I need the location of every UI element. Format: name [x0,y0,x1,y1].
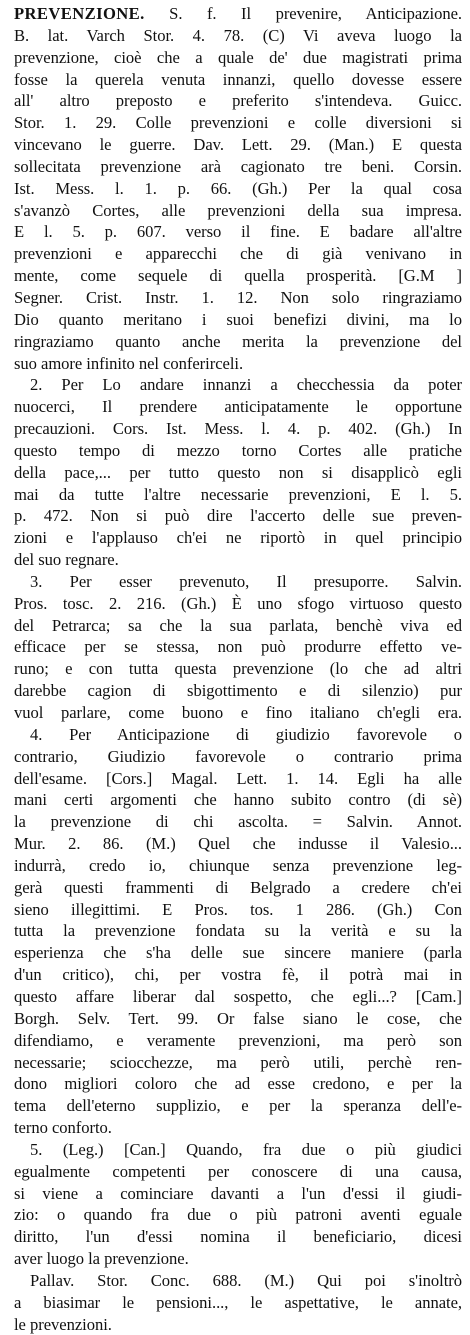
line-text: terno conforto. [14,1118,112,1138]
text-line [14,942,462,964]
text-line [14,768,462,790]
line-text: mente, come sequele di quella prosperità. [G.M ] [14,266,462,286]
text-line [14,156,462,178]
line-text: Dio quanto meritano i suoi benefizi divini, ma lo [14,309,462,329]
text-line [14,680,462,702]
text-line [14,920,462,942]
text-line [14,1052,462,1074]
text-line [14,1248,462,1270]
line-text: d'un critico), chi, per vostra fè, il potrà mai in [14,965,462,985]
text-line [14,986,462,1008]
text-line [14,571,462,593]
text-line [14,418,462,440]
text-line [14,1183,462,1205]
line-text: prevenzione, cioè che a quale de' due magistrati prima [14,47,462,67]
text-line [14,877,462,899]
text-line [14,353,462,375]
line-text: vincevano le guerre. Dav. Lett. 29. (Man.) E questa [14,135,462,155]
line-text: all' altro preposto e preferito s'intendeva. Guicc. [14,91,462,111]
line-text: diritto, l'un d'essi nomina il beneficiario, dicesi [14,1227,462,1247]
text-line [14,899,462,921]
text-line [14,331,462,353]
text-line [14,396,462,418]
text-line [14,593,462,615]
line-text: a biasimar le pensioni..., le aspettative, le annate, [14,1292,462,1312]
dictionary-entry [14,3,462,1335]
line-text: B. lat. Varch Stor. 4. 78. (C) Vi aveva luogo la [14,25,462,45]
text-line [14,1073,462,1095]
line-text: Mur. 2. 86. (M.) Quel che indusse il Valesio... [14,834,462,854]
line-text: Pallav. Stor. Conc. 688. (M.) Qui poi s'inoltrò [30,1270,462,1290]
text-line [14,724,462,746]
text-line [14,221,462,243]
text-line [14,462,462,484]
text-line [14,1292,462,1314]
headword: PREVENZIONE. [14,4,145,23]
text-line [14,615,462,637]
text-line [14,702,462,724]
text-line [14,833,462,855]
text-line [14,134,462,156]
line-text: suo amore infinito nel conferirceli. [14,353,244,373]
text-line [14,1008,462,1030]
line-text: precauzioni. Cors. Ist. Mess. l. 4. p. 402. (Gh.) In [14,419,462,439]
line-text: Borgh. Selv. Tert. 99. Or false siano le cose, che [14,1008,462,1028]
line-text: zio: o quando fra due o più patroni aventi eguale [14,1205,462,1225]
text-line [14,243,462,265]
line-text: 2. Per Lo andare innanzi a checchessia da poter [30,375,462,395]
line-text: nuocerci, Il prendere anticipatamente le opportune [14,397,462,417]
text-line [14,1314,462,1335]
text-line [14,47,462,69]
line-text: della pace,... per tutto questo non si disapplicò egli [14,462,462,482]
line-text: necessarie; sciocchezze, ma però utili, perchè ren- [14,1052,462,1072]
text-line [14,112,462,134]
text-line [14,1161,462,1183]
text-line [14,265,462,287]
line-text: sollecitata prevenzione arà cagionato tre beni. Corsin. [14,156,462,176]
text-line [14,811,462,833]
line-text: mai da tutte l'altre necessarie prevenzioni, E l. 5. [14,484,462,504]
line-text: 5. (Leg.) [Can.] Quando, fra due o più giudici [30,1139,462,1159]
line-text: 3. Per esser prevenuto, Il presuporre. Salvin. [30,571,462,591]
text-line [14,1030,462,1052]
text-line [14,658,462,680]
text-line [14,1226,462,1248]
line-text: indurrà, credo io, chiunque senza prevenzione leg- [14,855,462,875]
text-line [14,90,462,112]
line-text: E l. 5. p. 607. verso il fine. E badare all'altre [14,222,462,242]
text-line [14,549,462,571]
text-line [14,484,462,506]
line-text: questo affare liberar dal sospetto, che egli...? [Cam.] [14,986,462,1006]
line-text: le prevenzioni. [14,1314,112,1334]
line-text: vuol parlare, come buono e fino italiano ch'egli era. [14,703,462,722]
line-text: tutta la prevenzione fondata su la verità e su la [14,921,462,941]
line-text: p. 472. Non si può dire l'accerto delle sue preven- [14,506,462,526]
line-text: darebbe cagion di sbigottimento e di silenzio) pur [14,681,462,701]
line-text: Stor. 1. 29. Colle prevenzioni e colle diversioni si [14,113,462,133]
line-text: zioni e l'applauso ch'ei ne riportò in quel principio [14,528,462,548]
text-line [14,1270,462,1292]
text-line [14,527,462,549]
line-text: prevenzioni e apparecchi che di già venivano in [14,244,462,264]
text-line [14,178,462,200]
text-line [14,69,462,91]
line-text: difendiamo, e veramente prevenzioni, ma però son [14,1030,462,1050]
line-text: ringraziamo quanto anche merita la prevenzione del [14,331,462,351]
line-text: Ist. Mess. l. 1. p. 66. (Gh.) Per la qual cosa [14,178,462,198]
line-text: egualmente competenti per conoscere di una causa, [14,1161,462,1181]
text-line [14,505,462,527]
text-line [14,3,462,25]
line-text: fosse la querela venuta innanzi, quello dovesse essere [14,69,462,89]
text-line [14,374,462,396]
line-text: si viene a cominciare davanti a l'un d'essi il giudi- [14,1183,462,1203]
line-text: S. f. Il prevenire, Anticipazione. [169,4,462,23]
line-text: contrario, Giudizio favorevole o contrario prima [14,746,462,766]
line-text: la prevenzione di chi ascolta. = Salvin. Annot. [14,812,462,832]
text-line [14,636,462,658]
text-line [14,440,462,462]
text-line [14,789,462,811]
line-text: questo tempo di mezzo torno Cortes alle pratiche [14,440,462,460]
text-line [14,964,462,986]
line-text: Segner. Crist. Instr. 1. 12. Non solo ringraziamo [14,287,462,307]
line-text: esperienza che s'ha delle sue sincere maniere (parla [14,943,462,963]
line-text: del suo regnare. [14,550,119,570]
text-line [14,1117,462,1139]
line-text: mani certi argomenti che hanno subito contro (di sè) [14,790,462,810]
line-text: del Petrarca; sa che la sua parlata, benchè viva ed [14,615,462,635]
line-text: dell'esame. [Cors.] Magal. Lett. 1. 14. Egli ha alle [14,768,462,788]
text-line [14,1204,462,1226]
line-text: efficace per se stessa, non può produrre effetto ve- [14,637,462,657]
text-line [14,855,462,877]
entry-text [14,3,462,1335]
line-text: aver luogo la prevenzione. [14,1249,189,1269]
line-text: runo; e con tutta questa prevenzione (lo che ad altri [14,659,462,679]
line-text: Pros. tosc. 2. 216. (Gh.) È uno sfogo virtuoso questo [14,593,462,613]
text-line [14,309,462,331]
line-text: gerà questi frammenti di Belgrado a credere ch'ei [14,877,462,897]
text-line [14,25,462,47]
line-text: dono migliori coloro che ad esse credono, e per la [14,1074,462,1094]
text-line [14,287,462,309]
line-text: sieno illegittimi. E Pros. tos. 1 286. (Gh.) Con [14,899,462,919]
text-line [14,200,462,222]
line-text: 4. Per Anticipazione di giudizio favorevole o [30,724,462,744]
line-text: s'avanzò Cortes, alle prevenzioni della sua impresa. [14,200,462,220]
text-line [14,1139,462,1161]
text-line [14,746,462,768]
line-text: tema dell'eterno supplizio, e per la speranza dell'e- [14,1096,462,1116]
text-line [14,1095,462,1117]
